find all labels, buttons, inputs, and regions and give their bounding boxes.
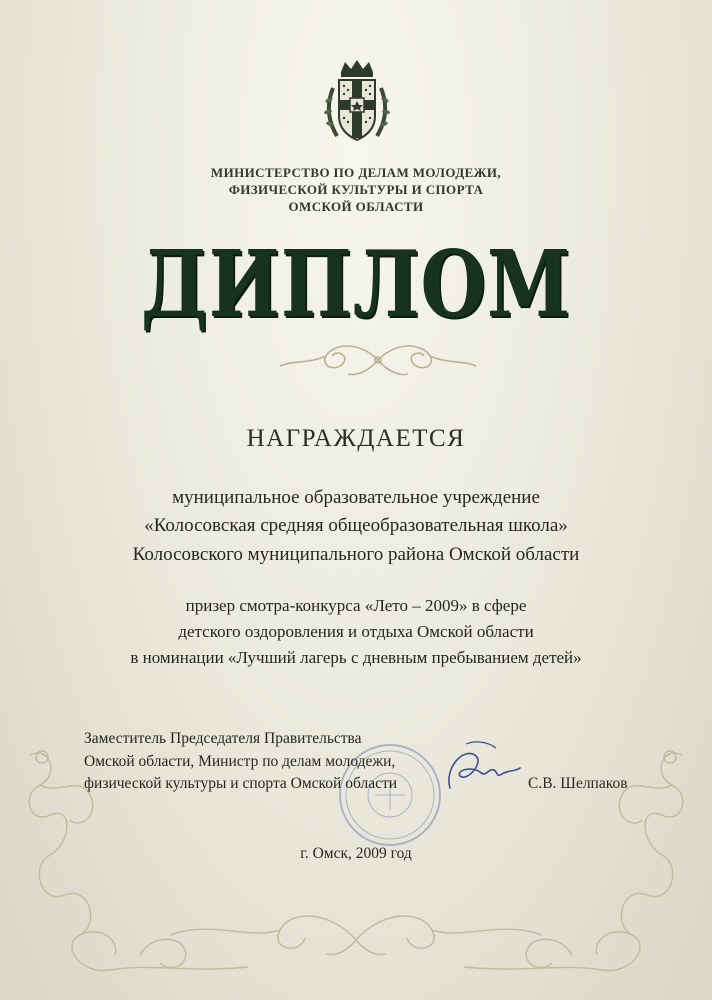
recipient-line-3: Колосовского муниципального района Омской области bbox=[132, 544, 580, 565]
signatory-position-line-3: физической культуры и спорта Омской области bbox=[84, 775, 398, 792]
prize-line-3: в номинации «Лучший лагерь с дневным пребыванием детей» bbox=[130, 648, 582, 667]
coat-of-arms-icon bbox=[319, 58, 395, 146]
ministry-name-line-3: ОМСКОЙ ОБЛАСТИ bbox=[288, 199, 424, 214]
ministry-name-line-1: МИНИСТЕРСТВО ПО ДЕЛАМ МОЛОДЕЖИ, bbox=[210, 165, 502, 180]
bottom-ornament-icon bbox=[150, 880, 562, 960]
diploma-title: ДИПЛОМ bbox=[140, 230, 572, 338]
handwritten-signature-icon bbox=[436, 738, 526, 798]
prize-line-1: призер смотра-конкурса «Лето – 2009» в сфере bbox=[185, 596, 527, 615]
flourish-divider-icon bbox=[278, 338, 478, 382]
signatory-position-line-2: Омской области, Министр по делам молодежи, bbox=[84, 753, 396, 770]
signatory-position-line-1: Заместитель Председателя Правительства bbox=[84, 730, 362, 747]
place-and-date: г. Омск, 2009 год bbox=[300, 845, 412, 862]
ministry-name-line-2: ФИЗИЧЕСКОЙ КУЛЬТУРЫ И СПОРТА bbox=[228, 182, 484, 197]
signatory-name: С.В. Шелпаков bbox=[528, 775, 628, 792]
recipient-line-2: «Колосовская средняя общеобразовательная школа» bbox=[144, 515, 568, 536]
recipient-line-1: муниципальное образовательное учреждение bbox=[172, 487, 540, 508]
awarded-heading: НАГРАЖДАЕТСЯ bbox=[246, 425, 466, 452]
prize-line-2: детского оздоровления и отдыха Омской области bbox=[178, 622, 534, 641]
